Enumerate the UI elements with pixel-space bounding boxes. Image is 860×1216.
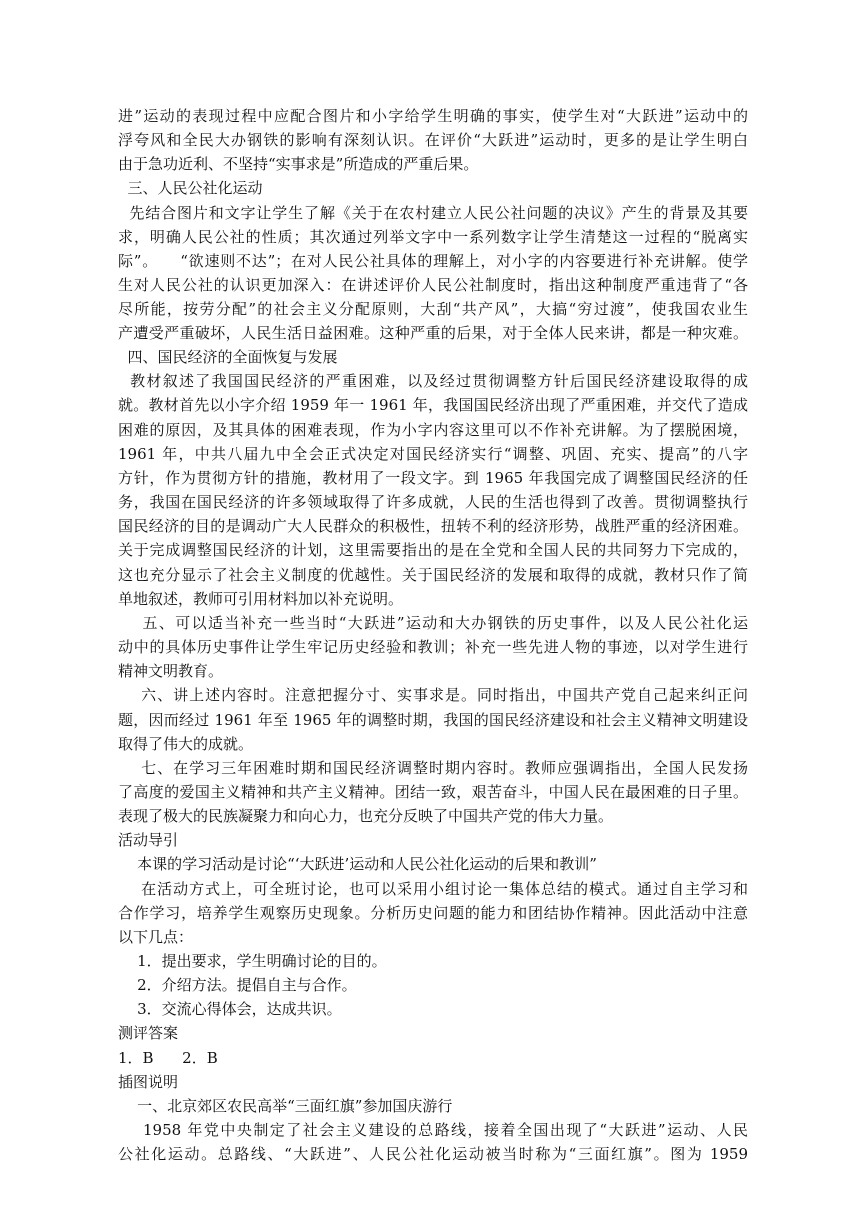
text-line: 务，我国在国民经济的许多领域取得了许多成就，人民的生活也得到了改善。贯彻调整执行 [118, 493, 748, 511]
text-line: 以下几点： [118, 928, 194, 946]
text-line: 就。教材首先以小字介绍 1959 年一 1961 年，我国国民经济出现了严重困难，并交代了造成 [118, 396, 748, 414]
text-line: 题，因而经过 1961 年至 1965 年的调整时期，我国的国民经济建设和社会主义精神文明建设 [118, 711, 748, 729]
text-line: 进”运动的表现过程中应配合图片和小字给学生明确的事实，使学生对“大跃进”运动中的 [118, 107, 748, 125]
text-line: 先结合图片和文字让学生了解《关于在农村建立人民公社问题的决议》产生的背景及其要 [118, 204, 748, 222]
text-line: 这也充分显示了社会主义制度的优越性。关于国民经济的发展和取得的成就，教材只作了简 [118, 566, 748, 584]
section-heading: 测评答案 [118, 1024, 179, 1042]
text-line: 际”。 “欲速则不达”；在对人民公社具体的理解上，对小字的内容要进行补充讲解。使学 [118, 252, 748, 270]
text-line: 在活动方式上，可全班讨论，也可以采用小组讨论一集体总结的模式。通过自主学习和 [118, 880, 748, 898]
text-line: 困难的原因，及其具体的困难表现，作为小字内容这里可以不作补充讲解。为了摆脱困境， [118, 421, 748, 439]
answer-line: 1．B 2．B [118, 1049, 218, 1067]
text-line: 五、可以适当补充一些当时“大跃进”运动和大办钢铁的历史事件，以及人民公社化运 [118, 614, 748, 632]
text-line: 1958 年党中央制定了社会主义建设的总路线，接着全国出现了“大跃进”运动、人民 [118, 1121, 748, 1139]
text-line: 国民经济的目的是调动广大人民群众的积极性，扭转不利的经济形势，战胜严重的经济困难。 [118, 517, 748, 535]
text-line: 浮夸风和全民大办钢铁的影响有深刻认识。在评价“大跃进”运动时，更多的是让学生明白 [118, 131, 748, 149]
text-line: 动中的具体历史事件让学生牢记历史经验和教训；补充一些先进人物的事迹，以对学生进行 [118, 638, 748, 656]
text-line: 由于急功近利、不坚持“实事求是”所造成的严重后果。 [118, 155, 479, 173]
list-item: 1．提出要求，学生明确讨论的目的。 [118, 952, 387, 970]
list-item: 3．交流心得体会，达成共识。 [118, 1000, 342, 1018]
text-line: 单地叙述，教师可引用材料加以补充说明。 [118, 590, 404, 608]
text-line: 一、北京郊区农民高举“三面红旗”参加国庆游行 [118, 1097, 453, 1115]
text-line: 尽所能，按劳分配”的社会主义分配原则，大刮“共产风”，大搞“穷过渡”，使我国农业生 [118, 300, 748, 318]
text-line: 求，明确人民公社的性质；其次通过列举文字中一系列数字让学生清楚这一过程的“脱离实 [118, 228, 748, 246]
text-line: 产遭受严重破坏，人民生活日益困难。这种严重的后果，对于全体人民来讲，都是一种灾难。 [118, 324, 748, 342]
text-line: 方针，作为贯彻方针的措施，教材用了一段文字。到 1965 年我国完成了调整国民经济的任 [118, 469, 748, 487]
text-line: 公社化运动。总路线、“大跃进”、人民公社化运动被当时称为“三面红旗”。图为 1959 [118, 1145, 748, 1163]
text-line: 本课的学习活动是讨论“‘大跃进’运动和人民公社化运动的后果和教训” [118, 855, 597, 873]
section-heading: 三、人民公社化运动 [118, 179, 263, 197]
text-line: 1961 年，中共八届九中全会正式决定对国民经济实行“调整、巩固、充实、提高”的八字 [118, 445, 748, 463]
text-line: 了高度的爱国主义精神和共产主义精神。团结一致，艰苦奋斗，中国人民在最困难的日子里。 [118, 783, 748, 801]
text-line: 关于完成调整国民经济的计划，这里需要指出的是在全党和全国人民的共同努力下完成的， [118, 541, 748, 559]
text-line: 生对人民公社的认识更加深入：在讲述评价人民公社制度时，指出这种制度严重违背了“各 [118, 276, 748, 294]
text-line: 合作学习，培养学生观察历史现象。分析历史问题的能力和团结协作精神。因此活动中注意 [118, 904, 748, 922]
section-heading: 活动导引 [118, 831, 179, 849]
text-line: 取得了伟大的成就。 [118, 735, 254, 753]
text-line: 精神文明教育。 [118, 662, 224, 680]
section-heading: 插图说明 [118, 1073, 179, 1091]
text-line: 表现了极大的民族凝聚力和向心力，也充分反映了中国共产党的伟大力量。 [118, 807, 614, 825]
text-line: 教材叙述了我国国民经济的严重困难，以及经过贯彻调整方针后国民经济建设取得的成 [118, 372, 748, 390]
text-line: 六、讲上述内容时。注意把握分寸、实事求是。同时指出，中国共产党自己起来纠正问 [118, 686, 748, 704]
text-line: 七、在学习三年困难时期和国民经济调整时期内容时。教师应强调指出，全国人民发扬 [118, 759, 748, 777]
list-item: 2．介绍方法。提倡自主与合作。 [118, 976, 357, 994]
section-heading: 四、国民经济的全面恢复与发展 [118, 348, 338, 366]
